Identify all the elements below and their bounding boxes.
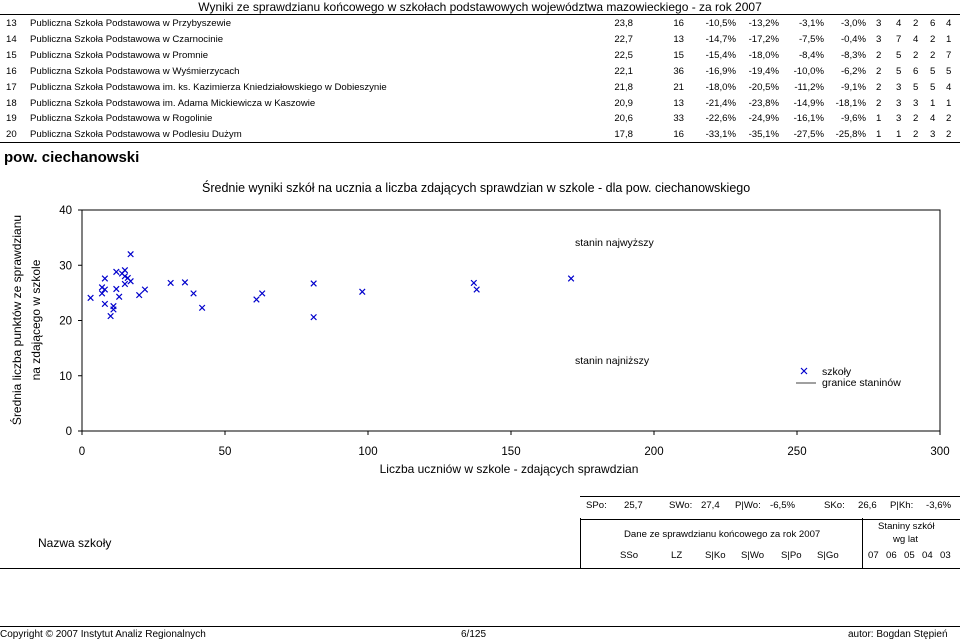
data-point bbox=[254, 297, 260, 303]
cell-p1: -14,7% bbox=[705, 33, 736, 45]
x-tick-label: 200 bbox=[644, 446, 664, 458]
data-col-label: S|Wo bbox=[741, 550, 765, 561]
plot-frame bbox=[82, 210, 940, 431]
cell-name: Publiczna Szkoła Podstawowa w Podlesiu Dużym bbox=[30, 129, 242, 141]
cell-p3: -11,2% bbox=[794, 81, 824, 93]
y-tick-label: 0 bbox=[65, 426, 72, 438]
school-name-label: Nazwa szkoły bbox=[38, 536, 112, 550]
cell-v1: 20,9 bbox=[614, 97, 633, 109]
data-point bbox=[116, 294, 122, 300]
data-point bbox=[471, 280, 477, 286]
cell-stanine: 2 bbox=[876, 49, 882, 61]
stanine-title-2: wg lat bbox=[893, 534, 919, 545]
footer-page: 6/125 bbox=[461, 629, 487, 640]
cell-stanine: 2 bbox=[946, 129, 952, 141]
y-tick-label: 20 bbox=[59, 315, 72, 328]
data-point bbox=[474, 287, 480, 293]
data-point bbox=[568, 276, 574, 282]
cell-stanine: 2 bbox=[876, 81, 882, 93]
chart-title: Średnie wyniki szkół na ucznia a liczba zdających sprawdzian w szkole - dla pow. ciechanowskiego bbox=[202, 181, 751, 195]
cell-p2: -13,2% bbox=[748, 18, 779, 29]
data-col-label: SSo bbox=[620, 550, 639, 561]
cell-p3: -10,0% bbox=[793, 65, 824, 77]
cell-v2: 13 bbox=[673, 33, 684, 45]
x-tick-label: 50 bbox=[218, 446, 232, 458]
data-point bbox=[122, 281, 128, 287]
cell-stanine: 2 bbox=[876, 65, 882, 77]
cell-v2: 21 bbox=[673, 81, 684, 93]
spo-label: SPo: bbox=[586, 500, 607, 511]
data-point bbox=[108, 313, 114, 319]
data-point bbox=[102, 287, 108, 293]
stanine-year: 03 bbox=[940, 550, 951, 561]
cell-p1: -10,5% bbox=[705, 18, 736, 29]
cell-stanine: 3 bbox=[930, 129, 936, 141]
cell-n: 18 bbox=[6, 97, 17, 109]
sko-label: SKo: bbox=[824, 500, 845, 511]
cell-stanine: 5 bbox=[896, 49, 902, 61]
cell-n: 16 bbox=[6, 65, 17, 77]
cell-stanine: 1 bbox=[876, 129, 882, 141]
data-point bbox=[259, 291, 265, 297]
cell-p1: -22,6% bbox=[705, 113, 736, 125]
cell-stanine: 5 bbox=[930, 65, 936, 77]
data-point bbox=[128, 251, 134, 257]
data-col-label: LZ bbox=[671, 550, 683, 561]
pkh-label: P|Kh: bbox=[890, 500, 914, 511]
cell-v2: 33 bbox=[673, 113, 684, 125]
cell-p3: -16,1% bbox=[793, 113, 824, 125]
cell-p2: -23,8% bbox=[748, 97, 779, 109]
cell-p2: -18,0% bbox=[748, 49, 779, 61]
data-point bbox=[114, 286, 120, 292]
cell-stanine: 1 bbox=[896, 129, 902, 141]
data-point bbox=[311, 281, 317, 287]
data-col-label: S|Po bbox=[781, 550, 802, 561]
cell-p4: -9,1% bbox=[840, 81, 866, 93]
section-title: pow. ciechanowski bbox=[4, 149, 140, 166]
cell-p1: -15,4% bbox=[705, 49, 736, 61]
cell-v1: 20,6 bbox=[614, 113, 633, 125]
y-tick-label: 10 bbox=[59, 370, 72, 383]
cell-v2: 13 bbox=[673, 97, 684, 109]
stanine-year: 06 bbox=[886, 550, 897, 561]
cell-stanine: 4 bbox=[913, 33, 919, 45]
y-axis-label-2: na zdającego w szkole bbox=[29, 259, 43, 381]
cell-p3: -7,5% bbox=[798, 33, 824, 45]
cell-stanine: 3 bbox=[913, 97, 919, 109]
data-point bbox=[199, 305, 205, 311]
cell-name: Publiczna Szkoła Podstawowa w Rogolinie bbox=[30, 113, 213, 125]
cell-v2: 16 bbox=[673, 18, 684, 29]
cell-stanine: 1 bbox=[946, 33, 952, 45]
pwo-label: P|Wo: bbox=[735, 500, 761, 511]
footer-author: autor: Bogdan Stępień bbox=[848, 629, 948, 640]
swo-label: SWo: bbox=[669, 500, 693, 511]
cell-stanine: 2 bbox=[930, 33, 936, 45]
cell-n: 13 bbox=[6, 18, 17, 29]
cell-stanine: 3 bbox=[876, 18, 882, 29]
pkh-value: -3,6% bbox=[926, 500, 952, 511]
legend-marker bbox=[801, 368, 807, 374]
cell-stanine: 4 bbox=[946, 18, 952, 29]
stanine-year: 05 bbox=[904, 550, 915, 561]
pwo-value: -6,5% bbox=[770, 500, 796, 511]
data-point bbox=[182, 280, 188, 286]
spo-value: 25,7 bbox=[624, 500, 643, 511]
cell-stanine: 5 bbox=[913, 81, 919, 93]
data-point bbox=[111, 303, 117, 309]
cell-v2: 15 bbox=[673, 49, 684, 61]
data-point bbox=[128, 278, 134, 284]
cell-stanine: 4 bbox=[896, 18, 902, 29]
cell-stanine: 4 bbox=[930, 113, 936, 125]
x-tick-label: 100 bbox=[358, 446, 378, 458]
y-tick-label: 40 bbox=[59, 205, 72, 217]
swo-value: 27,4 bbox=[701, 500, 720, 511]
cell-n: 14 bbox=[6, 33, 17, 45]
cell-stanine: 7 bbox=[896, 33, 902, 45]
x-tick-label: 150 bbox=[501, 446, 521, 458]
cell-stanine: 6 bbox=[930, 18, 936, 29]
cell-v1: 22,1 bbox=[614, 65, 633, 77]
cell-p3: -3,1% bbox=[798, 18, 824, 29]
cell-n: 17 bbox=[6, 81, 17, 93]
cell-name: Publiczna Szkoła Podstawowa w Przybyszewie bbox=[30, 18, 232, 29]
cell-stanine: 4 bbox=[946, 81, 952, 93]
x-tick-label: 250 bbox=[787, 446, 807, 458]
cell-p3: -14,9% bbox=[793, 97, 824, 109]
cell-v1: 21,8 bbox=[614, 81, 633, 93]
cell-name: Publiczna Szkoła Podstawowa im. Adama Mickiewicza w Kaszowie bbox=[30, 97, 316, 109]
data-col-label: S|Go bbox=[817, 550, 839, 561]
data-point bbox=[142, 287, 148, 293]
cell-p3: -8,4% bbox=[798, 49, 824, 61]
cell-p2: -20,5% bbox=[748, 81, 779, 93]
cell-stanine: 2 bbox=[913, 18, 919, 29]
cell-stanine: 3 bbox=[876, 33, 882, 45]
data-point bbox=[136, 292, 142, 298]
cell-v1: 23,8 bbox=[614, 18, 633, 29]
cell-name: Publiczna Szkoła Podstawowa w Promnie bbox=[30, 49, 209, 61]
stanine-year: 07 bbox=[868, 550, 879, 561]
cell-stanine: 3 bbox=[896, 113, 902, 125]
stanine-title-1: Staniny szkół bbox=[878, 521, 935, 532]
cell-stanine: 5 bbox=[930, 81, 936, 93]
cell-stanine: 1 bbox=[930, 97, 936, 109]
cell-stanine: 2 bbox=[876, 97, 882, 109]
cell-stanine: 2 bbox=[913, 113, 919, 125]
cell-stanine: 7 bbox=[946, 49, 952, 61]
cell-name: Publiczna Szkoła Podstawowa im. ks. Kazimierza Kniedziałowskiego w Dobieszynie bbox=[30, 81, 387, 93]
cell-stanine: 2 bbox=[946, 113, 952, 125]
data-point bbox=[102, 301, 108, 307]
cell-stanine: 2 bbox=[930, 49, 936, 61]
cell-p2: -19,4% bbox=[748, 65, 779, 77]
cell-p1: -18,0% bbox=[705, 81, 736, 93]
cell-stanine: 1 bbox=[946, 97, 952, 109]
data-point bbox=[99, 291, 105, 297]
cell-n: 19 bbox=[6, 113, 17, 125]
cell-p1: -16,9% bbox=[705, 65, 736, 77]
cell-p4: -6,2% bbox=[840, 65, 866, 77]
x-tick-label: 300 bbox=[930, 446, 950, 458]
stanine-year: 04 bbox=[922, 550, 933, 561]
data-point bbox=[311, 314, 317, 320]
legend-series-label: szkoły bbox=[822, 366, 852, 378]
cell-stanine: 6 bbox=[913, 65, 919, 77]
data-point bbox=[102, 276, 108, 282]
sko-value: 26,6 bbox=[858, 500, 877, 511]
cell-v2: 16 bbox=[673, 129, 684, 141]
cell-name: Publiczna Szkoła Podstawowa w Wyśmierzycach bbox=[30, 65, 240, 77]
data-col-label: S|Ko bbox=[705, 550, 726, 561]
cell-p4: -0,4% bbox=[840, 33, 866, 45]
cell-p2: -35,1% bbox=[748, 129, 779, 141]
data-caption: Dane ze sprawdzianu końcowego za rok 2007 bbox=[624, 529, 821, 540]
legend-bounds-label: granice staninów bbox=[822, 377, 901, 389]
cell-p4: -3,0% bbox=[840, 18, 866, 29]
cell-stanine: 1 bbox=[876, 113, 882, 125]
cell-stanine: 5 bbox=[896, 65, 902, 77]
y-axis-label: Średnia liczba punktów ze sprawdzianu bbox=[10, 214, 24, 426]
cell-n: 15 bbox=[6, 49, 17, 61]
cell-stanine: 2 bbox=[913, 49, 919, 61]
data-point bbox=[114, 269, 120, 275]
cell-p2: -24,9% bbox=[748, 113, 779, 125]
cell-name: Publiczna Szkoła Podstawowa w Czarnocinie bbox=[30, 33, 224, 45]
bound-label-top: stanin najwyższy bbox=[575, 237, 654, 249]
data-point bbox=[88, 295, 94, 301]
cell-stanine: 3 bbox=[896, 97, 902, 109]
cell-p4: -9,6% bbox=[840, 113, 866, 125]
cell-v2: 36 bbox=[673, 65, 684, 77]
bound-label-bottom: stanin najniższy bbox=[575, 355, 650, 367]
data-point bbox=[191, 291, 197, 297]
cell-v1: 22,7 bbox=[614, 33, 633, 45]
data-point bbox=[122, 267, 128, 273]
y-tick-label: 30 bbox=[59, 260, 72, 273]
cell-p4: -8,3% bbox=[840, 49, 866, 61]
data-point bbox=[168, 280, 174, 286]
stats-row bbox=[0, 496, 960, 518]
footer-divider bbox=[0, 626, 960, 627]
cell-stanine: 3 bbox=[896, 81, 902, 93]
legend-block bbox=[0, 518, 960, 568]
cell-v1: 22,5 bbox=[614, 49, 633, 61]
data-point bbox=[359, 289, 365, 295]
footer-copyright: Copyright © 2007 Instytut Analiz Regionalnych bbox=[0, 629, 206, 640]
x-tick-label: 0 bbox=[78, 446, 86, 458]
cell-p4: -18,1% bbox=[835, 97, 866, 109]
cell-p3: -27,5% bbox=[793, 129, 824, 141]
cell-p1: -33,1% bbox=[705, 129, 736, 141]
x-axis-label: Liczba uczniów w szkole - zdających sprawdzian bbox=[379, 462, 639, 476]
cell-n: 20 bbox=[6, 129, 17, 141]
cell-p4: -25,8% bbox=[835, 129, 866, 141]
cell-p1: -21,4% bbox=[705, 97, 736, 109]
cell-stanine: 2 bbox=[913, 129, 919, 141]
cell-p2: -17,2% bbox=[748, 33, 779, 45]
cell-stanine: 5 bbox=[946, 65, 952, 77]
cell-v1: 17,8 bbox=[614, 129, 633, 141]
report-header: Wyniki ze sprawdzianu końcowego w szkołach podstawowych województwa mazowieckiego - za rok 2007 bbox=[198, 0, 762, 14]
